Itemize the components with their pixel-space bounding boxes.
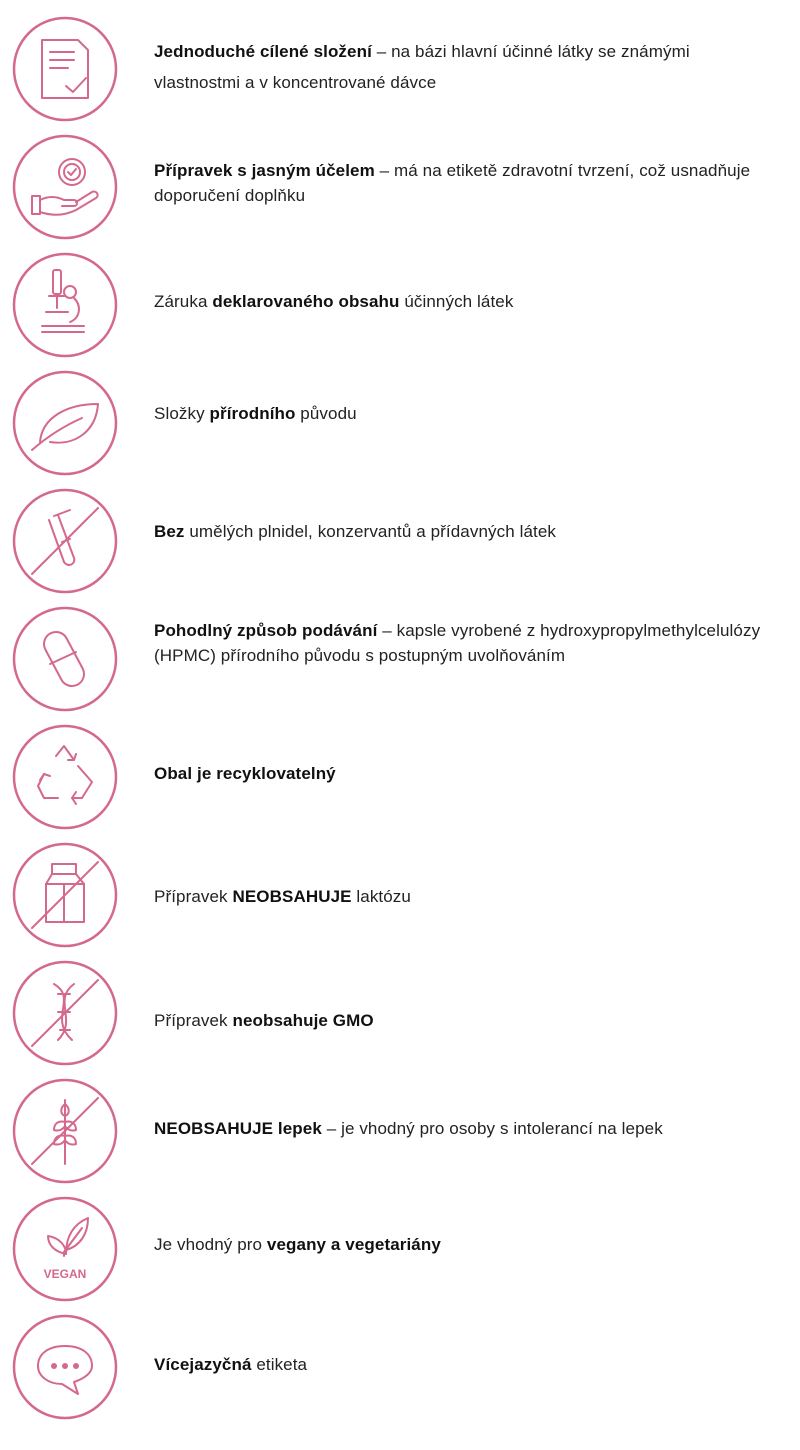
hand-badge-icon [12,134,118,240]
feature-text: Přípravek s jasným účelem – má na etiketě zdravotní tvrzení, což usnadňuje doporučení doplňku [154,161,751,205]
feature-text: Jednoduché cílené složení – na bázi hlavní účinné látky se známými vlastnostmi a v koncentrované dávce [154,42,690,92]
feature-item [0,16,800,126]
feature-text: Je vhodný pro vegany a vegetariány [154,1235,441,1254]
feature-text: Přípravek neobsahuje GMO [154,1011,374,1030]
feature-text: Obal je recyklovatelný [154,764,336,783]
feature-item [0,724,800,834]
no-milk-icon [12,842,118,948]
feature-item [0,252,800,362]
feature-item [0,960,800,1070]
feature-text: NEOBSAHUJE lepek – je vhodný pro osoby s intolerancí na lepek [154,1119,663,1138]
feature-item [0,842,800,952]
vegan-leaf-icon [12,1196,118,1302]
feature-text: Složky přírodního původu [154,404,357,423]
feature-text: Bez umělých plnidel, konzervantů a přídavných látek [154,522,556,541]
feature-item [0,1314,800,1424]
feature-item [0,606,800,716]
vegan-label: VEGAN [43,1267,87,1281]
feature-text: Záruka deklarovaného obsahu účinných látek [154,292,514,311]
capsule-icon [12,606,118,712]
microscope-icon [12,252,118,358]
no-wheat-icon [12,1078,118,1184]
no-dna-icon [12,960,118,1066]
feature-text: Pohodlný způsob podávání – kapsle vyrobené z hydroxypropylmethylcelulózy (HPMC) přírodního původu s postupným uvolňováním [154,621,761,665]
document-check-icon [12,16,118,122]
feature-item [0,1078,800,1188]
feature-item [0,488,800,598]
chat-bubble-icon [12,1314,118,1420]
feature-text: Vícejazyčná etiketa [154,1355,308,1374]
feature-item [0,1196,800,1306]
leaf-icon [12,370,118,476]
feature-item [0,370,800,480]
feature-text: Přípravek NEOBSAHUJE laktózu [154,887,411,906]
no-test-tube-icon [12,488,118,594]
feature-item [0,134,800,244]
recycle-icon [12,724,118,830]
